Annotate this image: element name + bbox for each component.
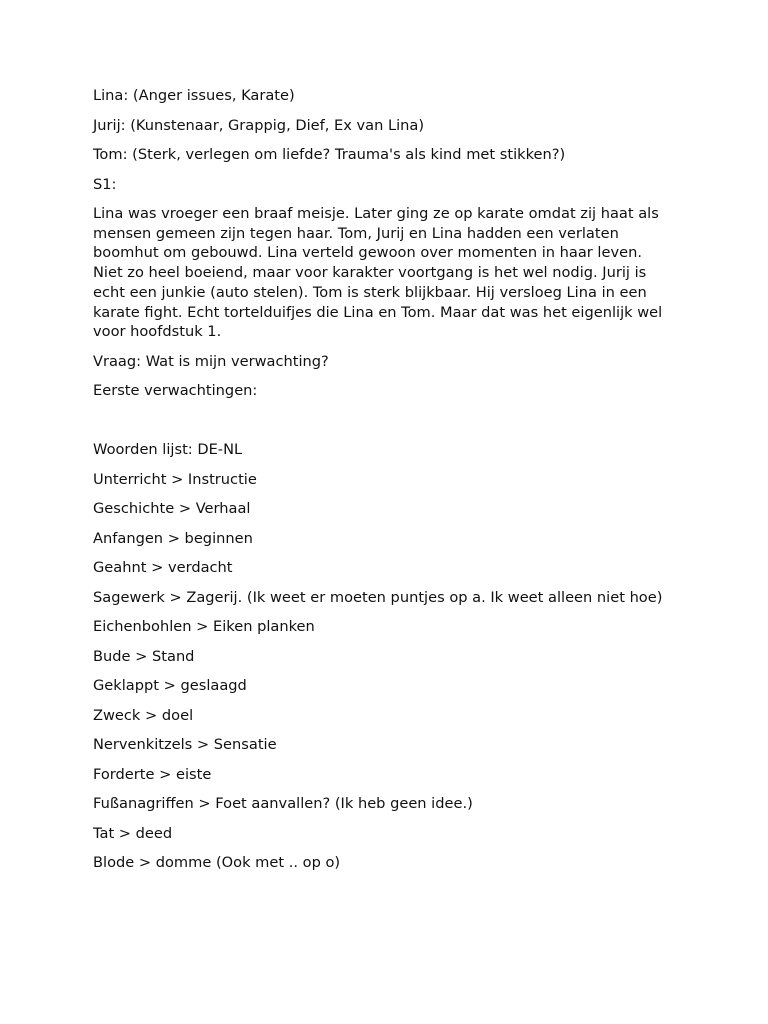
document-page: [93, 86, 673, 883]
question-line: Vraag: Wat is mijn verwachting?: [93, 352, 329, 370]
chapter-summary: Lina was vroeger een braaf meisje. Later ging ze op karate omdat zij haat als mensen gemeen zijn tegen haar. Tom, Jurij en Lina hadden een verlaten boomhut om gebouwd. Lina verteld gewoon over momenten in haar leven. Niet zo heel boeiend, maar voor karakter voortgang is het wel nodig. Jurij is echt een junkie (auto stelen). Tom is sterk blijkbaar. Hij versloeg Lina in een karate fight. Echt tortelduifjes die Lina en Tom. Maar dat was het eigenlijk wel voor hoofdstuk 1.: [93, 205, 663, 341]
word-entry: Unterricht > Instructie: [93, 470, 257, 488]
word-entry: Nervenkitzels > Sensatie: [93, 736, 277, 754]
word-entry: Geschichte > Verhaal: [93, 500, 251, 518]
character-jurij: Jurij: (Kunstenaar, Grappig, Dief, Ex van Lina): [93, 116, 425, 134]
section-label: S1:: [93, 175, 117, 193]
word-entry: Zweck > doel: [93, 706, 194, 724]
word-entry: Fußanagriffen > Foet aanvallen? (Ik heb geen idee.): [93, 795, 473, 813]
expectations-label: Eerste verwachtingen:: [93, 382, 258, 400]
word-entry: Blode > domme (Ook met .. op o): [93, 854, 341, 872]
word-entry: Geahnt > verdacht: [93, 559, 233, 577]
character-tom: Tom: (Sterk, verlegen om liefde? Trauma's als kind met stikken?): [93, 146, 566, 163]
character-lina: Lina: (Anger issues, Karate): [93, 87, 295, 104]
word-list-title: Woorden lijst: DE-NL: [93, 441, 243, 459]
word-entry: Tat > deed: [93, 824, 173, 842]
word-entry: Sagewerk > Zagerij. (Ik weet er moeten puntjes op a. Ik weet alleen niet hoe): [93, 588, 663, 606]
word-entry: Geklappt > geslaagd: [93, 677, 247, 695]
word-entry: Forderte > eiste: [93, 765, 212, 783]
word-entry: Bude > Stand: [93, 647, 195, 665]
word-entry: Anfangen > beginnen: [93, 529, 253, 547]
blank-line: [93, 411, 673, 431]
word-entry: Eichenbohlen > Eiken planken: [93, 618, 315, 636]
